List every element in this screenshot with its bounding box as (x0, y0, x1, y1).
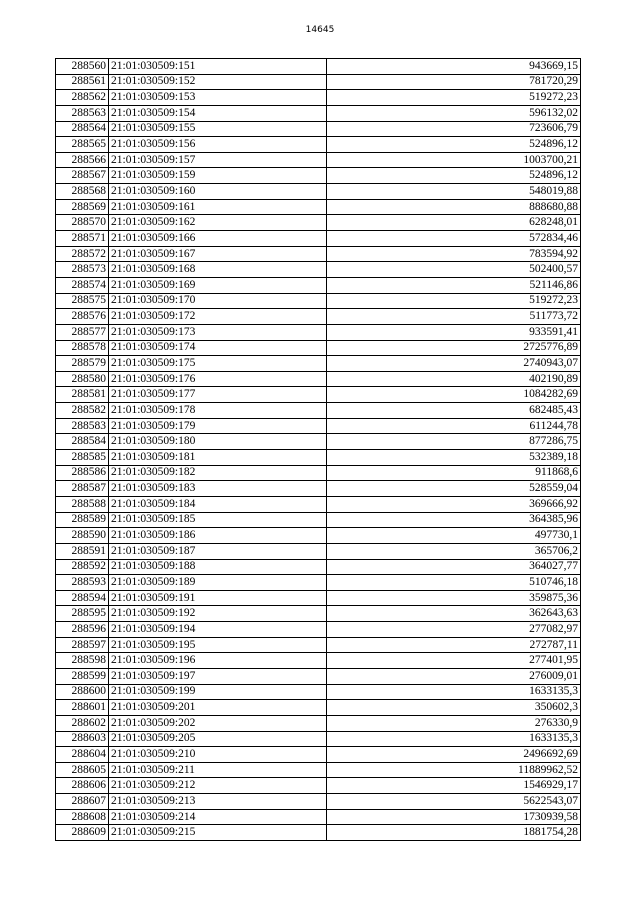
row-number-cell: 288576 (56, 309, 109, 325)
row-number-cell: 288590 (56, 528, 109, 544)
cadastral-number-cell: 21:01:030509:167 (109, 246, 327, 262)
cadastral-value-cell: 2740943,07 (327, 356, 581, 372)
cadastral-value-cell: 723606,79 (327, 121, 581, 137)
cadastral-number-cell: 21:01:030509:192 (109, 606, 327, 622)
table-row (56, 434, 581, 450)
cadastral-number-cell: 21:01:030509:181 (109, 450, 327, 466)
cadastral-number-cell: 21:01:030509:175 (109, 356, 327, 372)
cadastral-number-cell: 21:01:030509:187 (109, 543, 327, 559)
row-number-cell: 288603 (56, 731, 109, 747)
cadastral-number-cell: 21:01:030509:201 (109, 700, 327, 716)
row-number-cell: 288594 (56, 590, 109, 606)
row-number-cell: 288567 (56, 168, 109, 184)
row-number-cell: 288600 (56, 684, 109, 700)
row-number-cell: 288563 (56, 105, 109, 121)
cadastral-number-cell: 21:01:030509:194 (109, 622, 327, 638)
cadastral-number-cell: 21:01:030509:153 (109, 90, 327, 106)
cadastral-number-cell: 21:01:030509:213 (109, 794, 327, 810)
cadastral-number-cell: 21:01:030509:157 (109, 152, 327, 168)
table-row (56, 747, 581, 763)
cadastral-value-cell: 682485,43 (327, 403, 581, 419)
cadastral-value-cell: 359875,36 (327, 590, 581, 606)
table-row (56, 559, 581, 575)
cadastral-value-cell: 933591,41 (327, 324, 581, 340)
cadastral-value-cell: 502400,57 (327, 262, 581, 278)
table-row (56, 356, 581, 372)
page-number: 14645 (305, 25, 335, 35)
row-number-cell: 288569 (56, 199, 109, 215)
row-number-cell: 288578 (56, 340, 109, 356)
cadastral-number-cell: 21:01:030509:176 (109, 371, 327, 387)
table-row (56, 778, 581, 794)
table-row (56, 418, 581, 434)
cadastral-value-cell: 5622543,07 (327, 794, 581, 810)
cadastral-value-cell: 783594,92 (327, 246, 581, 262)
cadastral-number-cell: 21:01:030509:195 (109, 637, 327, 653)
table-row (56, 246, 581, 262)
cadastral-value-cell: 11889962,52 (327, 762, 581, 778)
cadastral-number-cell: 21:01:030509:177 (109, 387, 327, 403)
cadastral-value-cell: 2496692,69 (327, 747, 581, 763)
table-row (56, 184, 581, 200)
table-row (56, 168, 581, 184)
table-row (56, 277, 581, 293)
row-number-cell: 288606 (56, 778, 109, 794)
cadastral-value-cell: 524896,12 (327, 168, 581, 184)
table-row (56, 152, 581, 168)
row-number-cell: 288582 (56, 403, 109, 419)
cadastral-value-cell: 781720,29 (327, 74, 581, 90)
row-number-cell: 288589 (56, 512, 109, 528)
cadastral-value-cell: 364027,77 (327, 559, 581, 575)
cadastral-value-cell: 1633135,3 (327, 731, 581, 747)
cadastral-value-cell: 524896,12 (327, 137, 581, 153)
row-number-cell: 288577 (56, 324, 109, 340)
cadastral-number-cell: 21:01:030509:161 (109, 199, 327, 215)
cadastral-value-cell: 350602,3 (327, 700, 581, 716)
table-row (56, 340, 581, 356)
cadastral-value-cell: 888680,88 (327, 199, 581, 215)
cadastral-value-cell: 402190,89 (327, 371, 581, 387)
row-number-cell: 288586 (56, 465, 109, 481)
cadastral-number-cell: 21:01:030509:183 (109, 481, 327, 497)
cadastral-number-cell: 21:01:030509:205 (109, 731, 327, 747)
row-number-cell: 288596 (56, 622, 109, 638)
row-number-cell: 288561 (56, 74, 109, 90)
cadastral-number-cell: 21:01:030509:185 (109, 512, 327, 528)
row-number-cell: 288585 (56, 450, 109, 466)
cadastral-value-cell: 1084282,69 (327, 387, 581, 403)
cadastral-number-cell: 21:01:030509:210 (109, 747, 327, 763)
table-row (56, 324, 581, 340)
cadastral-value-cell: 519272,23 (327, 90, 581, 106)
table-row (56, 700, 581, 716)
cadastral-number-cell: 21:01:030509:173 (109, 324, 327, 340)
cadastral-number-cell: 21:01:030509:162 (109, 215, 327, 231)
cadastral-value-cell: 1881754,28 (327, 825, 581, 841)
table-row (56, 59, 581, 75)
row-number-cell: 288575 (56, 293, 109, 309)
cadastral-value-cell: 276330,9 (327, 715, 581, 731)
cadastral-value-cell: 1546929,17 (327, 778, 581, 794)
table-row (56, 653, 581, 669)
cadastral-value-cell: 596132,02 (327, 105, 581, 121)
cadastral-number-cell: 21:01:030509:199 (109, 684, 327, 700)
row-number-cell: 288568 (56, 184, 109, 200)
cadastral-number-cell: 21:01:030509:214 (109, 809, 327, 825)
row-number-cell: 288566 (56, 152, 109, 168)
table-row (56, 262, 581, 278)
cadastral-number-cell: 21:01:030509:211 (109, 762, 327, 778)
cadastral-number-cell: 21:01:030509:174 (109, 340, 327, 356)
table-row (56, 731, 581, 747)
cadastral-value-cell: 2725776,89 (327, 340, 581, 356)
table-row (56, 465, 581, 481)
cadastral-value-cell: 911868,6 (327, 465, 581, 481)
table-row (56, 137, 581, 153)
row-number-cell: 288572 (56, 246, 109, 262)
cadastral-number-cell: 21:01:030509:154 (109, 105, 327, 121)
table-row (56, 622, 581, 638)
cadastral-value-cell: 877286,75 (327, 434, 581, 450)
row-number-cell: 288593 (56, 575, 109, 591)
cadastral-number-cell: 21:01:030509:197 (109, 668, 327, 684)
table-row (56, 762, 581, 778)
table-row (56, 528, 581, 544)
cadastral-value-cell: 532389,18 (327, 450, 581, 466)
table-row (56, 684, 581, 700)
cadastral-value-cell: 510746,18 (327, 575, 581, 591)
cadastral-number-cell: 21:01:030509:180 (109, 434, 327, 450)
cadastral-number-cell: 21:01:030509:172 (109, 309, 327, 325)
cadastral-number-cell: 21:01:030509:182 (109, 465, 327, 481)
row-number-cell: 288598 (56, 653, 109, 669)
table-row (56, 371, 581, 387)
row-number-cell: 288564 (56, 121, 109, 137)
cadastral-number-cell: 21:01:030509:160 (109, 184, 327, 200)
cadastral-number-cell: 21:01:030509:169 (109, 277, 327, 293)
cadastral-number-cell: 21:01:030509:196 (109, 653, 327, 669)
row-number-cell: 288609 (56, 825, 109, 841)
cadastral-value-cell: 521146,86 (327, 277, 581, 293)
cadastral-number-cell: 21:01:030509:186 (109, 528, 327, 544)
table-row (56, 74, 581, 90)
row-number-cell: 288579 (56, 356, 109, 372)
cadastral-number-cell: 21:01:030509:151 (109, 59, 327, 75)
row-number-cell: 288591 (56, 543, 109, 559)
table-row (56, 637, 581, 653)
row-number-cell: 288592 (56, 559, 109, 575)
table-row (56, 215, 581, 231)
table-row (56, 715, 581, 731)
row-number-cell: 288599 (56, 668, 109, 684)
cadastral-number-cell: 21:01:030509:178 (109, 403, 327, 419)
table-row (56, 496, 581, 512)
cadastral-value-cell: 1730939,58 (327, 809, 581, 825)
table-row (56, 543, 581, 559)
cadastral-number-cell: 21:01:030509:168 (109, 262, 327, 278)
cadastral-number-cell: 21:01:030509:179 (109, 418, 327, 434)
row-number-cell: 288573 (56, 262, 109, 278)
table-row (56, 231, 581, 247)
cadastral-value-cell: 611244,78 (327, 418, 581, 434)
cadastral-value-cell: 277082,97 (327, 622, 581, 638)
row-number-cell: 288595 (56, 606, 109, 622)
row-number-cell: 288605 (56, 762, 109, 778)
table-body (56, 59, 581, 841)
cadastral-number-cell: 21:01:030509:156 (109, 137, 327, 153)
table-row (56, 481, 581, 497)
row-number-cell: 288608 (56, 809, 109, 825)
cadastral-value-cell: 497730,1 (327, 528, 581, 544)
cadastral-number-cell: 21:01:030509:184 (109, 496, 327, 512)
table-row (56, 199, 581, 215)
cadastral-value-cell: 272787,11 (327, 637, 581, 653)
cadastral-value-cell: 628248,01 (327, 215, 581, 231)
row-number-cell: 288587 (56, 481, 109, 497)
cadastral-value-cell: 1003700,21 (327, 152, 581, 168)
cadastral-number-cell: 21:01:030509:159 (109, 168, 327, 184)
row-number-cell: 288583 (56, 418, 109, 434)
row-number-cell: 288581 (56, 387, 109, 403)
cadastral-number-cell: 21:01:030509:215 (109, 825, 327, 841)
cadastral-value-cell: 365706,2 (327, 543, 581, 559)
table-row (56, 590, 581, 606)
cadastral-value-cell: 548019,88 (327, 184, 581, 200)
table-row (56, 825, 581, 841)
cadastral-value-cell: 276009,01 (327, 668, 581, 684)
cadastral-value-cell: 572834,46 (327, 231, 581, 247)
table-row (56, 450, 581, 466)
cadastral-value-cell: 277401,95 (327, 653, 581, 669)
cadastral-number-cell: 21:01:030509:188 (109, 559, 327, 575)
row-number-cell: 288604 (56, 747, 109, 763)
table-row (56, 575, 581, 591)
row-number-cell: 288597 (56, 637, 109, 653)
table-row (56, 387, 581, 403)
row-number-cell: 288580 (56, 371, 109, 387)
cadastral-number-cell: 21:01:030509:191 (109, 590, 327, 606)
row-number-cell: 288562 (56, 90, 109, 106)
table-row (56, 794, 581, 810)
row-number-cell: 288574 (56, 277, 109, 293)
row-number-cell: 288602 (56, 715, 109, 731)
cadastral-number-cell: 21:01:030509:212 (109, 778, 327, 794)
table-row (56, 809, 581, 825)
cadastral-number-cell: 21:01:030509:202 (109, 715, 327, 731)
row-number-cell: 288560 (56, 59, 109, 75)
row-number-cell: 288571 (56, 231, 109, 247)
row-number-cell: 288601 (56, 700, 109, 716)
cadastral-value-cell: 362643,63 (327, 606, 581, 622)
cadastral-number-cell: 21:01:030509:152 (109, 74, 327, 90)
row-number-cell: 288584 (56, 434, 109, 450)
cadastral-value-cell: 943669,15 (327, 59, 581, 75)
cadastral-number-cell: 21:01:030509:166 (109, 231, 327, 247)
cadastral-value-cell: 1633135,3 (327, 684, 581, 700)
cadastral-value-table (55, 58, 581, 841)
table-row (56, 105, 581, 121)
cadastral-value-cell: 519272,23 (327, 293, 581, 309)
table-row (56, 606, 581, 622)
table-row (56, 90, 581, 106)
cadastral-value-cell: 369666,92 (327, 496, 581, 512)
table-row (56, 403, 581, 419)
row-number-cell: 288588 (56, 496, 109, 512)
table-row (56, 668, 581, 684)
table-row (56, 121, 581, 137)
row-number-cell: 288570 (56, 215, 109, 231)
row-number-cell: 288607 (56, 794, 109, 810)
table-row (56, 293, 581, 309)
cadastral-value-cell: 364385,96 (327, 512, 581, 528)
cadastral-value-cell: 528559,04 (327, 481, 581, 497)
table-row (56, 512, 581, 528)
table-row (56, 309, 581, 325)
row-number-cell: 288565 (56, 137, 109, 153)
cadastral-number-cell: 21:01:030509:189 (109, 575, 327, 591)
cadastral-number-cell: 21:01:030509:155 (109, 121, 327, 137)
cadastral-number-cell: 21:01:030509:170 (109, 293, 327, 309)
cadastral-value-cell: 511773,72 (327, 309, 581, 325)
